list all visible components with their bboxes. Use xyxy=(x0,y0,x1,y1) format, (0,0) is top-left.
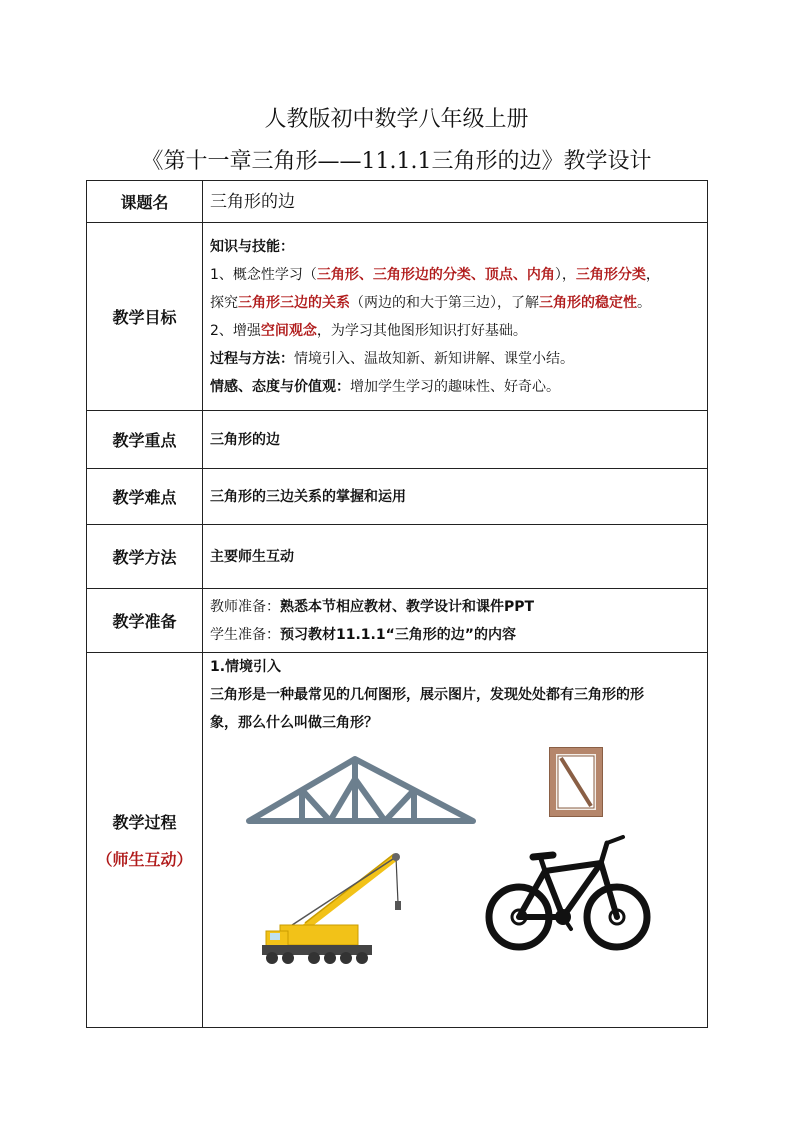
topic-value: 三角形的边 xyxy=(203,181,708,223)
process-text-1: 三角形是一种最常见的几何图形，展示图片，发现处处都有三角形的形 xyxy=(210,687,644,703)
row-prep xyxy=(87,589,708,653)
document-subtitle: 《第十一章三角形——11.1.1三角形的边》教学设计 xyxy=(141,149,652,174)
row-method xyxy=(87,525,708,589)
emotion-goal: 情感、态度与价值观：增加学生学习的趣味性、好奇心。 xyxy=(210,378,560,395)
row-difficulty xyxy=(87,469,708,525)
teacher-prep: 教师准备：熟悉本节相应教材、教学设计和课件PPT xyxy=(210,598,535,615)
bicycle-image xyxy=(483,833,653,957)
process-content xyxy=(203,653,708,1028)
crane-image xyxy=(258,845,408,967)
goal-line-3: 2、增强空间观念，为学习其他图形知识打好基础。 xyxy=(210,322,527,339)
focus-label: 教学重点 xyxy=(87,411,203,469)
goal-line-1: 1、概念性学习（三角形、三角形边的分类、顶点、内角），三角形分类， xyxy=(210,266,660,283)
document-title: 人教版初中数学八年级上册 xyxy=(264,107,529,132)
roof-truss-image xyxy=(245,755,477,827)
process-sublabel: （师生互动） xyxy=(96,850,193,869)
process-label-cell xyxy=(87,653,203,1028)
method-label: 教学方法 xyxy=(87,525,203,589)
goal-line-2: 探究三角形三边的关系（两边的和大于第三边），了解三角形的稳定性。 xyxy=(210,294,651,311)
row-topic xyxy=(87,181,708,223)
prep-label: 教学准备 xyxy=(87,589,203,653)
illustrations xyxy=(210,737,707,1027)
focus-value: 三角形的边 xyxy=(203,411,708,469)
method-value: 主要师生互动 xyxy=(203,525,708,589)
process-label: 教学过程 xyxy=(112,813,177,832)
goals-content xyxy=(203,223,708,411)
window-frame-image xyxy=(547,745,605,819)
student-prep: 学生准备：预习教材11.1.1“三角形的边”的内容 xyxy=(210,626,517,643)
prep-content xyxy=(203,589,708,653)
row-process xyxy=(87,653,708,1028)
row-goals xyxy=(87,223,708,411)
process-goal: 过程与方法：情境引入、温故知新、新知讲解、课堂小结。 xyxy=(210,350,574,367)
topic-label: 课题名 xyxy=(87,181,203,223)
goals-label: 教学目标 xyxy=(87,223,203,411)
knowledge-heading: 知识与技能： xyxy=(210,238,294,255)
lesson-table xyxy=(86,180,708,1028)
difficulty-value: 三角形的三边关系的掌握和运用 xyxy=(203,469,708,525)
difficulty-label: 教学难点 xyxy=(87,469,203,525)
process-text-2: 象，那么什么叫做三角形？ xyxy=(210,715,378,731)
row-focus xyxy=(87,411,708,469)
process-step: 1.情境引入 xyxy=(210,659,282,675)
